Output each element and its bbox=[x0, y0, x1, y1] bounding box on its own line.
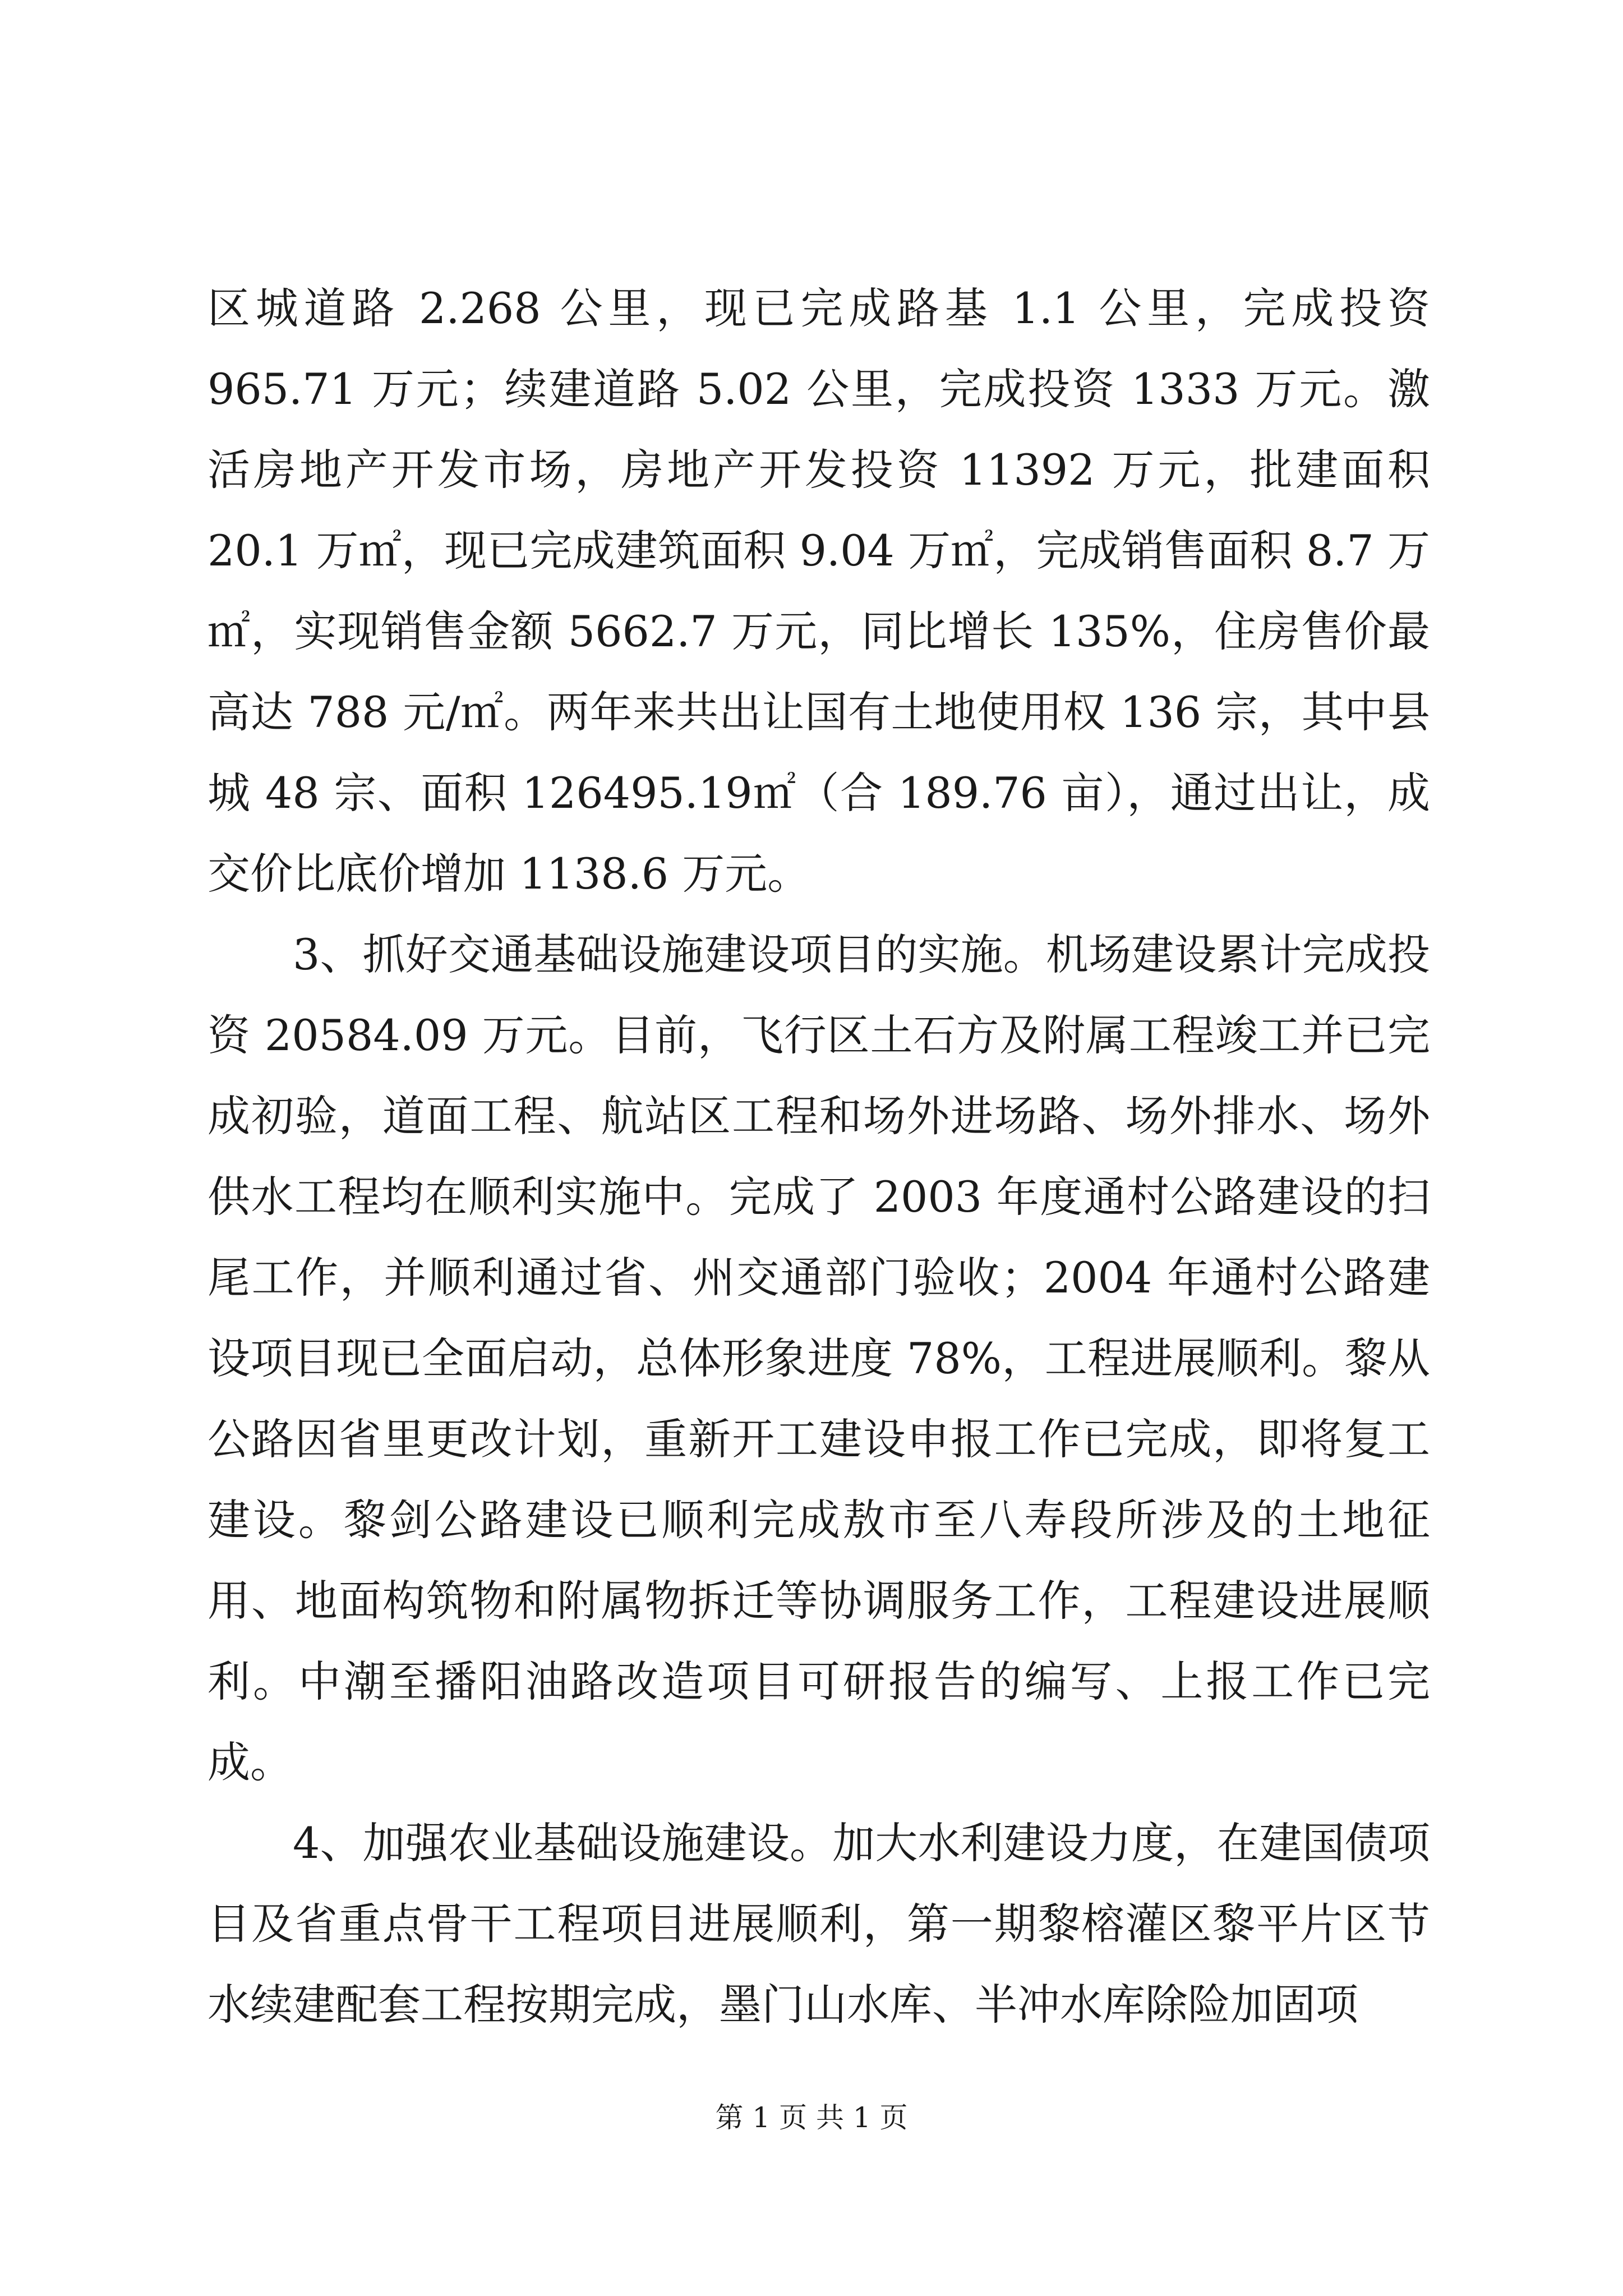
paragraph-agriculture-infrastructure: 4、加强农业基础设施建设。加大水利建设力度，在建国债项目及省重点骨干工程项目进展顺利，第一期黎榕灌区黎平片区节水续建配套工程按期完成，墨门山水库、半冲水库除险加固项 bbox=[208, 1818, 1430, 2030]
paragraph-continuation: 区城道路 2.268 公里，现已完成路基 1.1 公里，完成投资 965.71 万元；续建道路 5.02 公里，完成投资 1333 万元。激活房地产开发市场，房地产开发投资 11392 万元，批建面积 20.1 万㎡，现已完成建筑面积 9.04 万㎡，完成销售面积 8.7 万㎡，实现销售金额 5662.7 万元，同比增长 135%，住房售价最高达 788 元/㎡。两年来共出让国有土地使用权 136 宗，其中县城 48 宗、面积 126495.19㎡（合 189.76 亩），通过出让，成交价比底价增加 1138.6 万元。 bbox=[208, 283, 1430, 899]
paragraph-transport-infrastructure: 3、抓好交通基础设施建设项目的实施。机场建设累计完成投资 20584.09 万元。目前，飞行区土石方及附属工程竣工并已完成初验，道面工程、航站区工程和场外进场路、场外排水、场外供水工程均在顺利实施中。完成了 2003 年度通村公路建设的扫尾工作，并顺利通过省、州交通部门验收；2004 年通村公路建设项目现已全面启动，总体形象进度 78%，工程进展顺利。黎从公路因省里更改计划，重新开工建设申报工作已完成，即将复工建设。黎剑公路建设已顺利完成敖市至八寿段所涉及的土地征用、地面构筑物和附属物拆迁等协调服务工作，工程建设进展顺利。中潮至播阳油路改造项目可研报告的编写、上报工作已完成。 bbox=[208, 930, 1430, 1787]
page-footer: 第 1 页 共 1 页 bbox=[715, 2101, 908, 2134]
document-body bbox=[208, 268, 1430, 2045]
